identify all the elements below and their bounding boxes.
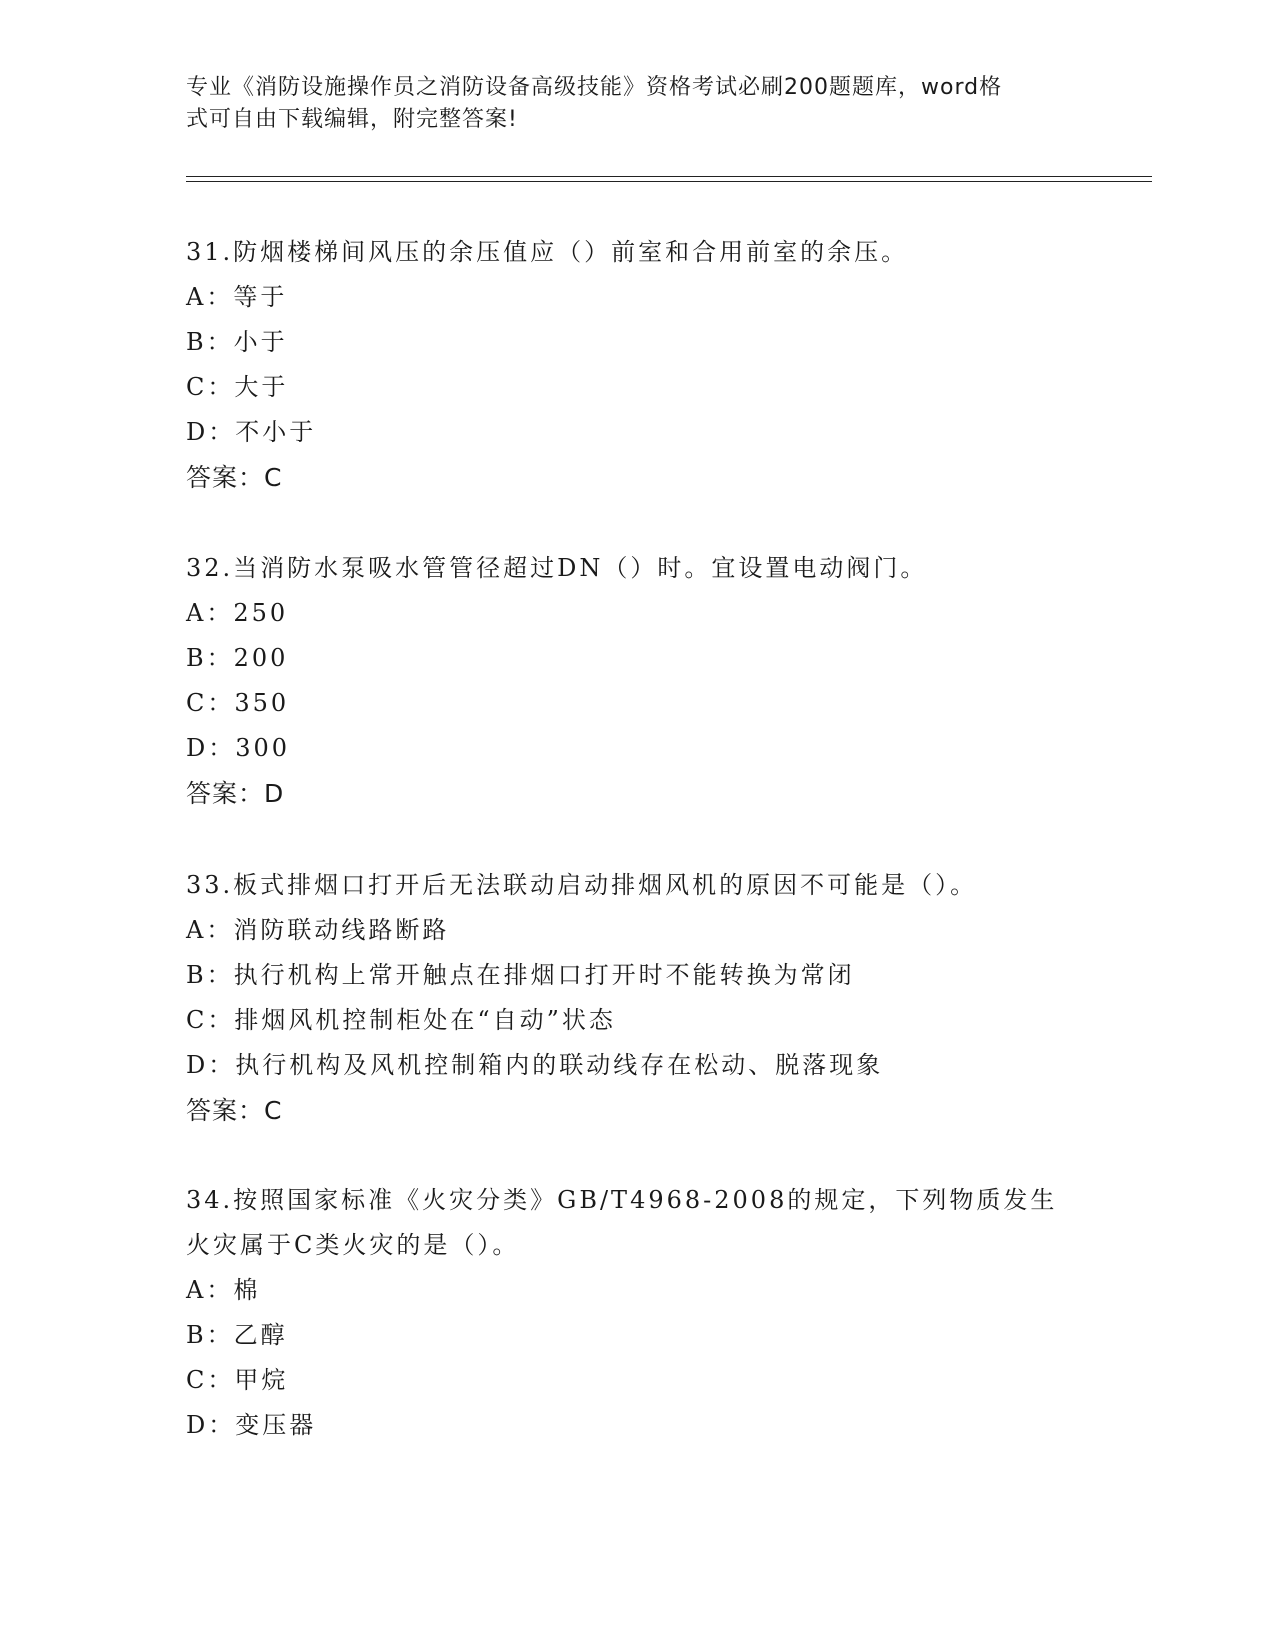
header-divider-bottom [186, 181, 1152, 182]
option-a: A：等于 [186, 283, 288, 311]
answer: 答案：D [186, 779, 285, 808]
option-d: D：300 [186, 734, 291, 762]
option-a: A：250 [186, 599, 289, 627]
question-stem: 31.防烟楼梯间风压的余压值应（）前室和合用前室的余压。 [186, 238, 909, 266]
option-c: C：350 [186, 689, 290, 717]
option-b: B：小于 [186, 328, 288, 356]
question-33 [186, 863, 1086, 1133]
answer: 答案：C [186, 1096, 283, 1125]
document-header [186, 72, 1066, 136]
question-32 [186, 546, 1086, 816]
option-d: D：执行机构及风机控制箱内的联动线存在松动、脱落现象 [186, 1051, 884, 1079]
option-c: C：大于 [186, 373, 289, 401]
question-34 [186, 1178, 1086, 1448]
option-b: B：200 [186, 644, 289, 672]
option-d: D：不小于 [186, 418, 317, 446]
question-stem-line-1: 34.按照国家标准《火灾分类》GB/T4968-2008的规定，下列物质发生 [186, 1186, 1058, 1214]
header-line-2: 式可自由下载编辑，附完整答案! [186, 107, 518, 132]
question-stem: 33.板式排烟口打开后无法联动启动排烟风机的原因不可能是（）。 [186, 871, 978, 899]
question-stem: 32.当消防水泵吸水管管径超过DN（）时。宜设置电动阀门。 [186, 554, 928, 582]
option-a: A：棉 [186, 1276, 261, 1304]
option-b: B：执行机构上常开触点在排烟口打开时不能转换为常闭 [186, 961, 855, 989]
header-line-1: 专业《消防设施操作员之消防设备高级技能》资格考试必刷200题题库，word格 [186, 75, 1003, 100]
question-stem-line-2: 火灾属于C类火灾的是（）。 [186, 1231, 520, 1259]
option-a: A：消防联动线路断路 [186, 916, 450, 944]
option-b: B：乙醇 [186, 1321, 288, 1349]
option-c: C：排烟风机控制柜处在“自动”状态 [186, 1006, 616, 1034]
answer: 答案：C [186, 463, 283, 492]
header-divider-top [186, 176, 1152, 177]
option-c: C：甲烷 [186, 1366, 289, 1394]
question-31 [186, 230, 1086, 500]
option-d: D：变压器 [186, 1411, 317, 1439]
